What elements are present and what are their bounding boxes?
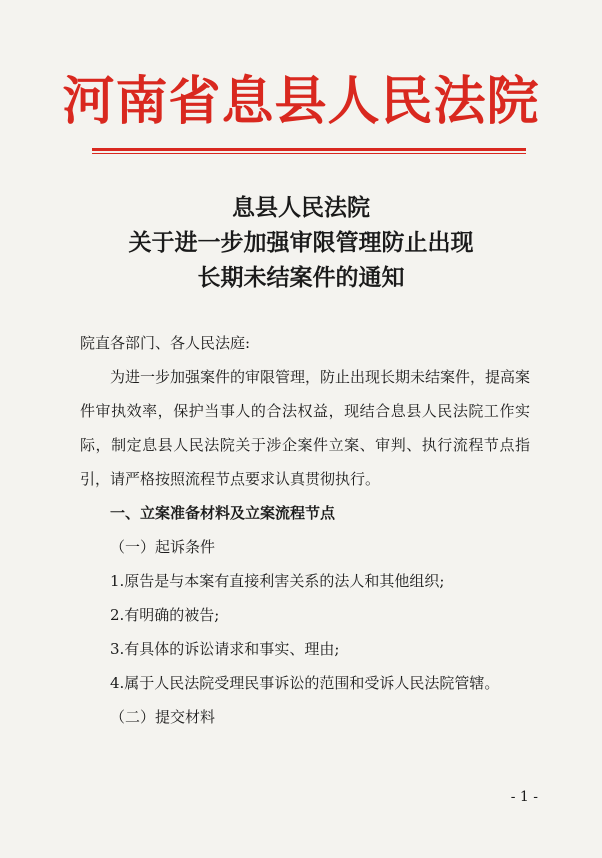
title-line-1: 息县人民法院 bbox=[232, 194, 370, 221]
subsection-heading-2: （二）提交材料 bbox=[110, 708, 216, 726]
list-item-1: 1.原告是与本案有直接利害关系的法人和其他组织; bbox=[110, 572, 445, 590]
masthead-rule-thin bbox=[92, 153, 526, 154]
court-masthead: 河南省息县人民法院 bbox=[62, 72, 540, 132]
title-line-3: 长期未结案件的通知 bbox=[197, 264, 405, 291]
list-item-4: 4.属于人民法院受理民事诉讼的范围和受诉人民法院管辖。 bbox=[110, 674, 500, 692]
addressee: 院直各部门、各人民法庭: bbox=[80, 334, 251, 352]
page-number: - 1 - bbox=[510, 789, 538, 805]
title-line-2: 关于进一步加强审限管理防止出现 bbox=[128, 229, 474, 256]
intro-paragraph: 为进一步加强案件的审限管理，防止出现长期未结案件，提高案件审执效率，保护当事人的合法权益，现结合息县人民法院工作实际，制定息县人民法院关于涉企案件立案、审判、执行流程节点指引，请严格按照流程节点要求认真贯彻执行。 bbox=[80, 368, 531, 488]
masthead-rule bbox=[92, 148, 526, 151]
list-item-3: 3.有具体的诉讼请求和事实、理由; bbox=[110, 640, 340, 658]
section-heading-1: 一、立案准备材料及立案流程节点 bbox=[110, 504, 336, 522]
list-item-2: 2.有明确的被告; bbox=[110, 606, 220, 624]
document-title bbox=[0, 190, 602, 295]
subsection-heading-1: （一）起诉条件 bbox=[110, 538, 216, 556]
document-body bbox=[80, 326, 530, 734]
